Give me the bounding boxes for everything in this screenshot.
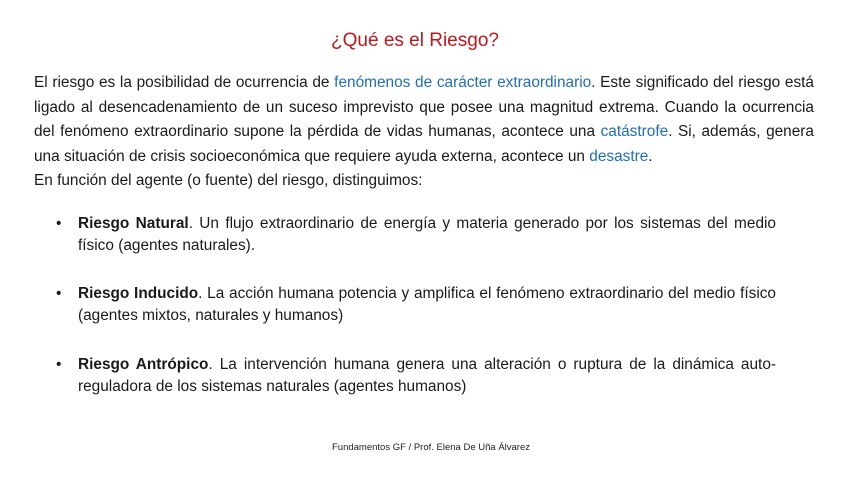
term-riesgo-antropico: Riesgo Antrópico xyxy=(78,356,209,373)
definition-riesgo-antropico: . La intervención humana genera una alteración o ruptura de la dinámica auto-reguladora de los sistemas naturales (agentes humanos) xyxy=(78,356,777,395)
bullet-text xyxy=(78,354,776,398)
bullet-marker: • xyxy=(56,215,62,232)
term-riesgo-natural: Riesgo Natural xyxy=(78,215,189,232)
intro-text-1: El riesgo es la posibilidad de ocurrencia de xyxy=(34,74,335,91)
intro-text-4: . xyxy=(648,147,653,165)
bullet-marker: • xyxy=(56,356,62,373)
slide-footer: Fundamentos GF / Prof. Elena De Uña Álvarez xyxy=(331,442,530,453)
bullet-marker: • xyxy=(56,285,62,302)
bullet-text xyxy=(78,213,776,257)
list-item-riesgo-inducido xyxy=(56,283,776,327)
intro-text-3: . Si, además, genera una situación de crisis socioeconómica que requiere ayuda externa, acontece un xyxy=(34,123,814,165)
bullet-text xyxy=(78,283,776,327)
intro-text-2: . Este significado del riesgo está ligado al desencadenamiento de un suceso imprevisto que posee una magnitud extrema. Cuando la ocurrencia del fenómeno extraordinario supone la pérdida de vidas humanas, acontece una xyxy=(34,74,814,140)
slide-title: ¿Qué es el Riesgo? xyxy=(331,30,499,51)
definition-riesgo-inducido: . La acción humana potencia y amplifica el fenómeno extraordinario del medio físico (agentes mixtos, naturales y humanos) xyxy=(78,285,776,324)
highlight-catastrofe: catástrofe xyxy=(600,123,669,140)
list-item-riesgo-antropico xyxy=(56,354,776,398)
highlight-fenomenos: fenómenos de carácter extraordinario xyxy=(334,74,592,91)
intro-line-2: En función del agente (o fuente) del riesgo, distinguimos: xyxy=(34,172,423,189)
term-riesgo-inducido: Riesgo Inducido xyxy=(78,285,199,302)
highlight-desastre: desastre xyxy=(589,147,649,165)
definition-riesgo-natural: . Un flujo extraordinario de energía y materia generado por los sistemas del medio físico (agentes naturales). xyxy=(78,215,776,254)
list-item-riesgo-natural xyxy=(56,213,776,257)
